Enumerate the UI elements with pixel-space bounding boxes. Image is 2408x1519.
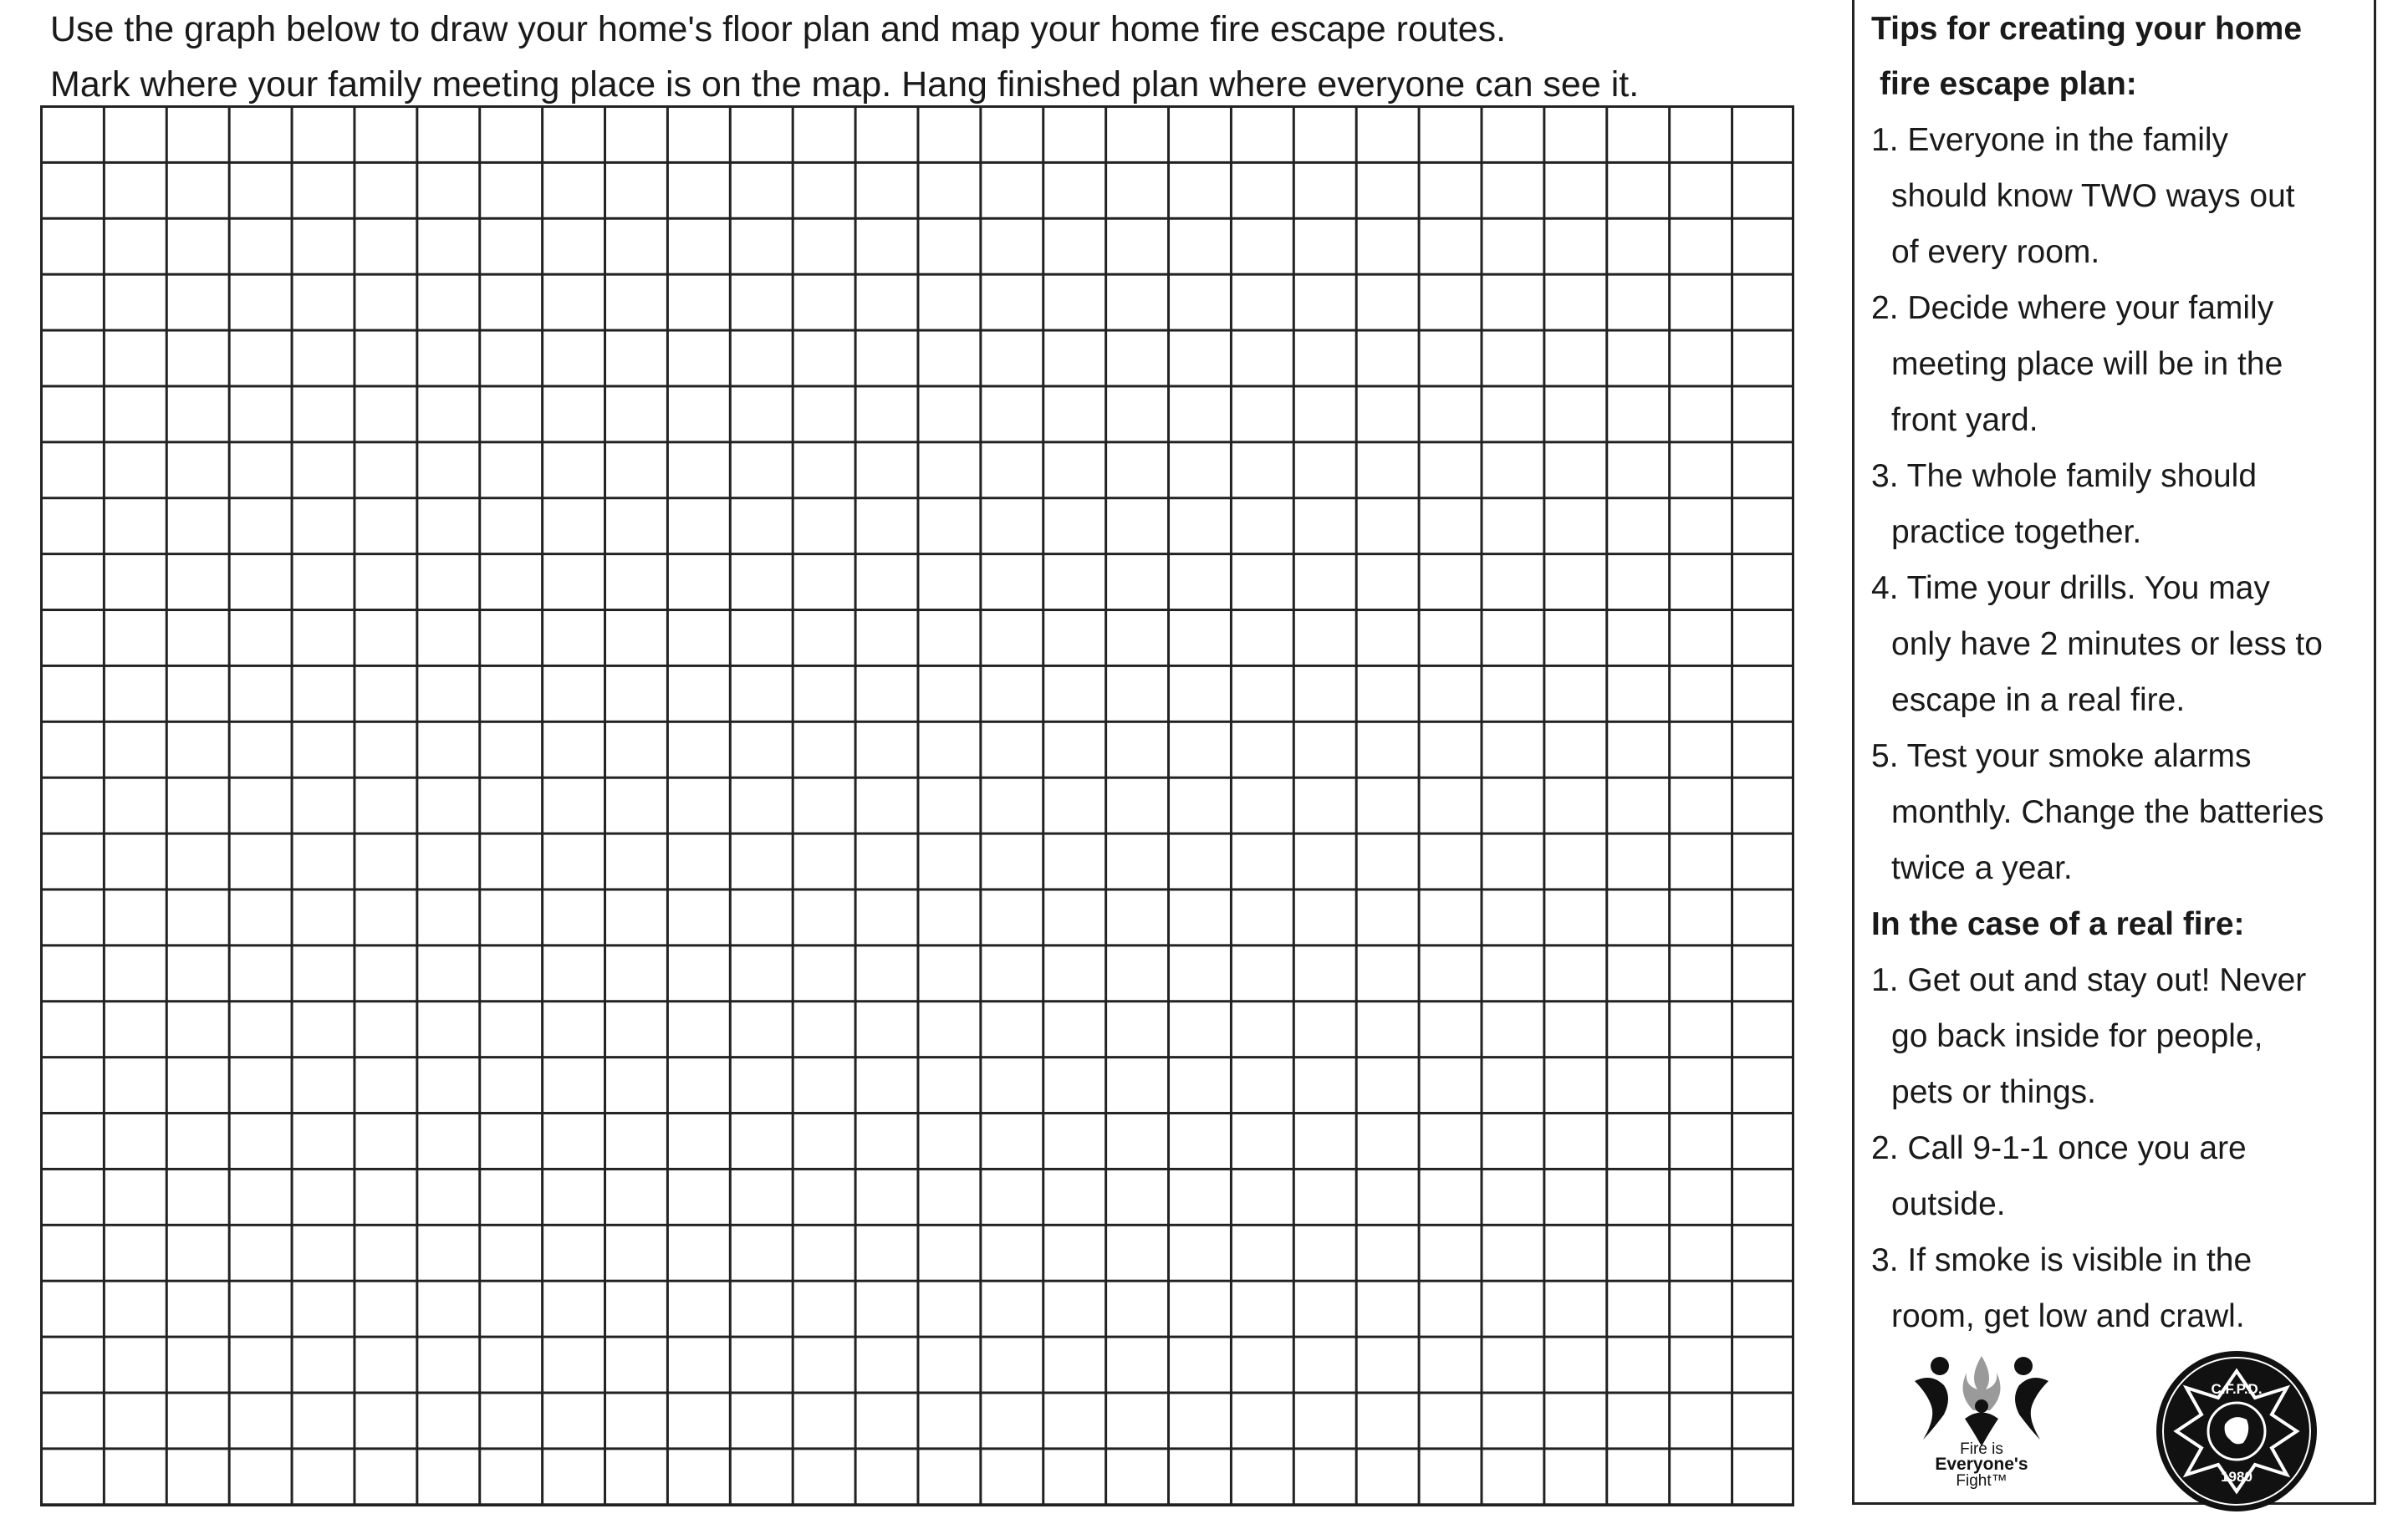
logo-text-line-1: Fire is	[1960, 1440, 2003, 1458]
tip-3-line-1: 3. The whole family should	[1871, 458, 2258, 494]
tip-4-line-3: escape in a real fire.	[1891, 682, 2186, 718]
fire-tip-1-line-3: pets or things.	[1891, 1074, 2096, 1110]
tips-panel	[1852, 0, 2376, 1505]
tip-1-line-2: should know TWO ways out	[1891, 178, 2295, 214]
family-figures-icon	[1906, 1348, 2057, 1448]
fire-tip-1-line-2: go back inside for people,	[1891, 1018, 2263, 1054]
tip-5-line-3: twice a year.	[1891, 850, 2073, 886]
fire-tip-3-line-1: 3. If smoke is visible in the	[1871, 1242, 2252, 1278]
tip-5-line-1: 5. Test your smoke alarms	[1871, 738, 2252, 774]
fire-tip-3-line-2: room, get low and crawl.	[1891, 1298, 2245, 1334]
tip-1-line-1: 1. Everyone in the family	[1871, 122, 2229, 158]
fire-tip-1-line-1: 1. Get out and stay out! Never	[1871, 962, 2307, 998]
instruction-line-2: Mark where your family meeting place is on the map. Hang finished plan where everyone can see it.	[50, 64, 1640, 104]
tip-3-line-2: practice together.	[1891, 514, 2142, 550]
tip-1-line-3: of every room.	[1891, 234, 2100, 270]
maltese-cross-badge-icon	[2153, 1348, 2320, 1515]
tips-heading-line-1: Tips for creating your home	[1871, 11, 2303, 47]
fire-tip-2-line-2: outside.	[1891, 1186, 2006, 1222]
fire-tip-2-line-1: 2. Call 9-1-1 once you are	[1871, 1130, 2247, 1166]
badge-year-text: 1980	[2221, 1469, 2252, 1485]
tip-2-line-3: front yard.	[1891, 402, 2038, 438]
logo-text-line-3: Fight™	[1956, 1472, 2008, 1490]
tips-heading-line-2: fire escape plan:	[1880, 66, 2137, 102]
tip-4-line-1: 4. Time your drills. You may	[1871, 570, 2270, 606]
tip-2-line-1: 2. Decide where your family	[1871, 290, 2274, 326]
fire-is-everyones-fight-logo	[1906, 1348, 2057, 1498]
floor-plan-graph-grid[interactable]	[40, 105, 1794, 1506]
instruction-line-1: Use the graph below to draw your home's floor plan and map your home fire escape routes.	[50, 9, 1507, 49]
logo-text-line-2: Everyone's	[1935, 1455, 2028, 1474]
cfpd-badge-logo	[2153, 1348, 2320, 1515]
fire-heading: In the case of a real fire:	[1871, 906, 2245, 942]
badge-top-text: C.F.P.D.	[2211, 1381, 2263, 1397]
tip-4-line-2: only have 2 minutes or less to	[1891, 626, 2323, 662]
tip-5-line-2: monthly. Change the batteries	[1891, 794, 2324, 830]
tip-2-line-2: meeting place will be in the	[1891, 346, 2283, 382]
